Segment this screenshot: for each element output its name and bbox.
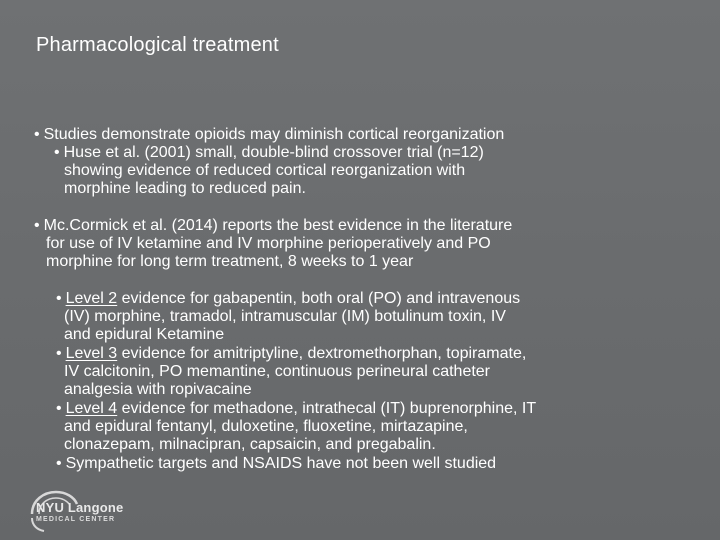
level-label: Level 3	[65, 345, 118, 362]
bullet-continuation: showing evidence of reduced cortical reorganization with	[64, 162, 466, 179]
bullet-text: Mc.Cormick et al. (2014) reports the best evidence in the literature	[43, 217, 513, 234]
bullet-continuation: morphine leading to reduced pain.	[64, 180, 306, 197]
bullet-icon: •	[56, 290, 62, 307]
bullet-icon: •	[56, 400, 62, 417]
level-2-item	[56, 290, 520, 308]
bullet-continuation: IV calcitonin, PO memantine, continuous perineural catheter	[64, 363, 491, 380]
level-4-item	[56, 400, 536, 418]
bullet-continuation: analgesia with ropivacaine	[64, 381, 252, 398]
bullet-item-1	[34, 126, 504, 144]
logo-wordmark: NYU Langone	[36, 500, 124, 515]
bullet-continuation: clonazepam, milnacipran, capsaicin, and pregabalin.	[64, 436, 436, 453]
bullet-continuation: for use of IV ketamine and IV morphine perioperatively and PO	[46, 235, 491, 252]
bullet-continuation: and epidural Ketamine	[64, 326, 225, 343]
bullet-text: Huse et al. (2001) small, double-blind crossover trial (n=12)	[63, 144, 484, 161]
level-label: Level 4	[65, 400, 118, 417]
bullet-icon: •	[54, 144, 60, 161]
bullet-text: Studies demonstrate opioids may diminish cortical reorganization	[43, 126, 505, 143]
bullet-continuation: morphine for long term treatment, 8 weeks to 1 year	[46, 253, 414, 270]
bullet-text: Sympathetic targets and NSAIDS have not been well studied	[65, 455, 497, 472]
level-label: Level 2	[65, 290, 118, 307]
logo-subtitle: MEDICAL CENTER	[36, 516, 116, 523]
bullet-continuation: (IV) morphine, tramadol, intramuscular (IM) botulinum toxin, IV	[64, 308, 506, 325]
bullet-text: evidence for amitriptyline, dextromethorphan, topiramate,	[117, 345, 527, 362]
bullet-icon: •	[56, 345, 62, 362]
bullet-icon: •	[56, 455, 62, 472]
bullet-text: evidence for methadone, intrathecal (IT) buprenorphine, IT	[117, 400, 537, 417]
bullet-item-2	[34, 217, 512, 235]
slide-title: Pharmacological treatment	[36, 34, 279, 56]
sub-bullet-item	[54, 144, 484, 162]
sympathetic-item	[56, 455, 496, 473]
bullet-continuation: and epidural fentanyl, duloxetine, fluoxetine, mirtazapine,	[64, 418, 468, 435]
bullet-icon: •	[34, 126, 40, 143]
level-3-item	[56, 345, 526, 363]
bullet-icon: •	[34, 217, 40, 234]
bullet-text: evidence for gabapentin, both oral (PO) and intravenous	[117, 290, 521, 307]
